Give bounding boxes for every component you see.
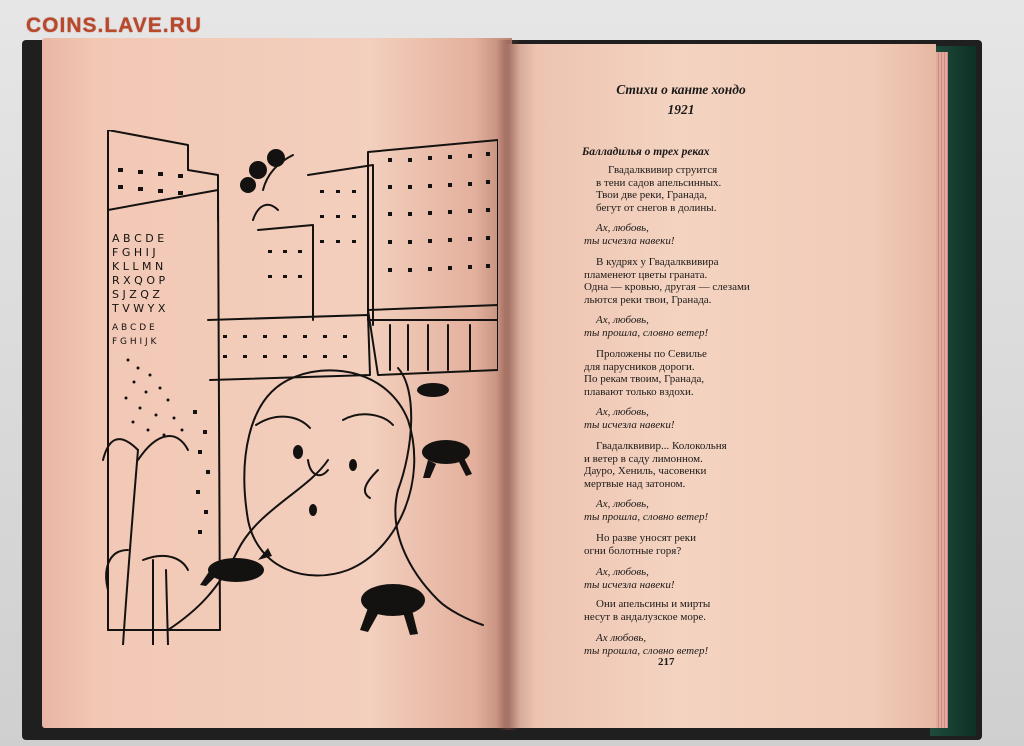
poem-line: Проложены по Севилье — [596, 348, 707, 360]
poem-line: льются реки твои, Гранада. — [584, 293, 712, 306]
stanza — [556, 440, 727, 490]
page-number: 217 — [658, 656, 675, 668]
stanza — [556, 598, 710, 623]
poem-line: плавают только вздохи. — [584, 385, 694, 398]
poem-line: Гвадалквивир... Колокольня — [596, 440, 727, 452]
refrain — [556, 314, 708, 339]
poem-column — [556, 76, 886, 686]
poem-title: Балладилья о трех реках — [582, 146, 710, 158]
poem-line: ты прошла, словно ветер! — [584, 326, 709, 339]
illustration-letters-row: F G H I J K — [112, 337, 157, 347]
poem-line: Гвадалквивир струится — [608, 164, 718, 176]
stanza — [556, 348, 707, 398]
section-year: 1921 — [667, 102, 695, 117]
poem-line: пламенеют цветы граната. — [584, 268, 708, 281]
poem-line: огни болотные горя? — [584, 544, 682, 557]
watermark-text: COINS.LAVE.RU — [26, 14, 202, 37]
poem-line: и ветер в саду лимонном. — [584, 452, 703, 465]
illustration-letters-row: F G H I J — [112, 246, 156, 259]
illustration-letters-row: A B C D E — [112, 323, 155, 333]
poem-line: для парусников дороги. — [584, 360, 695, 373]
poem-line: Ах, любовь, — [596, 498, 649, 510]
poem-line: ты прошла, словно ветер! — [584, 644, 709, 657]
stanza — [556, 256, 750, 306]
poem-line: Ах любовь, — [596, 632, 647, 644]
section-title: Стихи о канте хондо — [616, 82, 746, 97]
poem-line: Они апельсины и мирты — [596, 598, 711, 610]
poem-line: Ах, любовь, — [596, 222, 649, 234]
stanza — [556, 164, 721, 214]
illustration — [98, 130, 498, 645]
poem-line: В кудрях у Гвадалквивира — [596, 256, 719, 268]
illustration-letters-row: K L L M N — [112, 260, 164, 273]
refrain — [556, 406, 675, 431]
poem-line: Но разве уносят реки — [596, 532, 696, 544]
stanza — [556, 532, 696, 557]
refrain — [556, 222, 675, 247]
poem-line: Ах, любовь, — [596, 566, 649, 578]
poem-line: мертвые над затоном. — [584, 477, 686, 490]
poem-line: Дауро, Хениль, часовенки — [584, 465, 707, 478]
poem-line: Ах, любовь, — [596, 314, 649, 326]
book-gutter — [496, 40, 520, 730]
illustration-letters-row: R X Q O P — [112, 274, 166, 287]
poem-line: бегут от снегов в долины. — [596, 201, 717, 214]
poem-line: ты исчезла навеки! — [584, 418, 675, 431]
poem-line: в тени садов апельсинных. — [596, 176, 722, 189]
refrain — [556, 632, 708, 657]
poem-line: Ах, любовь, — [596, 406, 649, 418]
poem-line: Одна — кровью, другая — слезами — [584, 281, 750, 294]
poem-line: ты прошла, словно ветер! — [584, 510, 709, 523]
poem-line: По рекам твоим, Гранада, — [584, 373, 705, 386]
refrain — [556, 566, 675, 591]
refrain — [556, 498, 708, 523]
poem-line: несут в андалузское море. — [584, 610, 706, 623]
poem-line: ты исчезла навеки! — [584, 578, 675, 591]
poem-line: ты исчезла навеки! — [584, 234, 675, 247]
illustration-letters-row: A B C D E — [112, 232, 165, 245]
illustration-letters-row: T V W Y X — [112, 302, 166, 315]
poem-line: Твои две реки, Гранада, — [596, 189, 707, 202]
illustration-letters-row: S J Z Q Z — [112, 288, 160, 301]
